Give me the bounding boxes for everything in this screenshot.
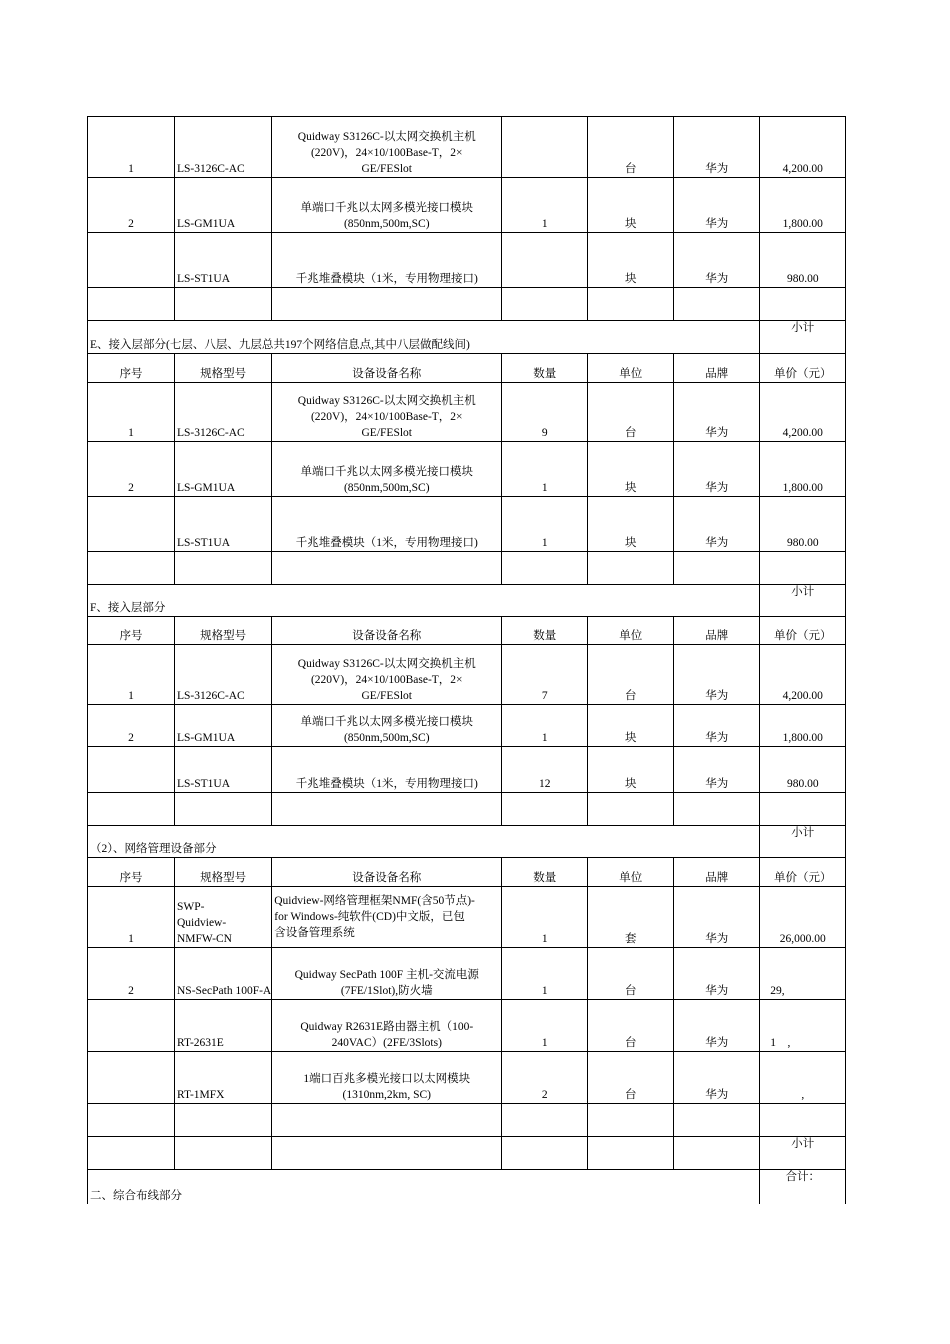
row-model: SWP- Quidview- NMFW-CN [175, 887, 272, 948]
row-model: LS-GM1UA [175, 178, 272, 233]
row-qty [502, 117, 588, 178]
row-name: 单端口千兆以太网多模光接口模块 (850nm,500m,SC) [272, 705, 502, 747]
section-title: （2）、网络管理设备部分 [88, 826, 760, 858]
row-qty: 1 [502, 1000, 588, 1052]
table-row [88, 383, 846, 442]
row-brand: 华为 [674, 1052, 760, 1104]
row-model: LS-ST1UA [175, 497, 272, 552]
row-qty: 1 [502, 887, 588, 948]
section-title: F、接入层部分 [88, 585, 760, 617]
table-row [88, 1052, 846, 1104]
row-model: LS-3126C-AC [175, 383, 272, 442]
row-price: 980.00 [760, 497, 846, 552]
row-name: 千兆堆叠模块（1米，专用物理接口) [272, 747, 502, 793]
header-name: 设备设备名称 [272, 858, 502, 887]
row-unit: 台 [588, 117, 674, 178]
row-qty: 1 [502, 948, 588, 1000]
header-row [88, 354, 846, 383]
table-row [88, 705, 846, 747]
row-brand: 华为 [674, 233, 760, 288]
row-no: 2 [88, 948, 175, 1000]
row-no: 1 [88, 645, 175, 705]
row-name: 1端口百兆多模光接口以太网模块 (1310nm,2km, SC) [272, 1052, 502, 1104]
header-no: 序号 [88, 617, 175, 645]
header-unit: 单位 [588, 617, 674, 645]
row-qty: 12 [502, 747, 588, 793]
row-name: Quidview-网络管理框架NMF(含50节点)- for Windows-纯软件(CD)中文版，已包 含设备管理系统 [272, 887, 502, 948]
row-unit: 块 [588, 178, 674, 233]
section-title-row [88, 826, 846, 858]
row-unit: 块 [588, 705, 674, 747]
row-qty: 1 [502, 497, 588, 552]
row-price: 1 , [760, 1000, 846, 1052]
row-unit: 台 [588, 948, 674, 1000]
footer-section-title: 二、综合布线部分 [88, 1170, 760, 1204]
row-qty: 2 [502, 1052, 588, 1104]
row-model: RT-1MFX [175, 1052, 272, 1104]
row-unit: 块 [588, 747, 674, 793]
row-model: LS-GM1UA [175, 442, 272, 497]
row-unit: 台 [588, 1000, 674, 1052]
row-name: 千兆堆叠模块（1米，专用物理接口) [272, 497, 502, 552]
row-price: 1,800.00 [760, 705, 846, 747]
header-qty: 数量 [502, 354, 588, 383]
row-price: 4,200.00 [760, 383, 846, 442]
subtotal-row [88, 1104, 846, 1137]
row-brand: 华为 [674, 747, 760, 793]
header-model: 规格型号 [175, 354, 272, 383]
row-brand: 华为 [674, 705, 760, 747]
row-no: 1 [88, 383, 175, 442]
row-no: 2 [88, 442, 175, 497]
row-model: LS-3126C-AC [175, 645, 272, 705]
table-row [88, 887, 846, 948]
row-qty: 1 [502, 705, 588, 747]
header-brand: 品牌 [674, 354, 760, 383]
header-price: 单价（元） [760, 354, 846, 383]
row-price: 4,200.00 [760, 117, 846, 178]
subtotal-row [88, 793, 846, 826]
table-row [88, 1000, 846, 1052]
row-unit: 台 [588, 645, 674, 705]
row-no [88, 747, 175, 793]
table-row [88, 645, 846, 705]
subtotal-row [88, 288, 846, 321]
header-model: 规格型号 [175, 858, 272, 887]
row-qty: 1 [502, 442, 588, 497]
section-title-row [88, 585, 846, 617]
table-row [88, 948, 846, 1000]
header-qty: 数量 [502, 617, 588, 645]
row-unit: 台 [588, 1052, 674, 1104]
row-name: Quidway S3126C-以太网交换机主机 (220V)，24×10/100Base-T，2× GE/FESlot [272, 117, 502, 178]
footer-title-row [88, 1170, 846, 1204]
row-model: NS-SecPath 100F-A [175, 948, 272, 1000]
header-brand: 品牌 [674, 617, 760, 645]
row-price: 4,200.00 [760, 645, 846, 705]
header-name: 设备设备名称 [272, 354, 502, 383]
header-row [88, 617, 846, 645]
row-model: LS-3126C-AC [175, 117, 272, 178]
row-unit: 块 [588, 233, 674, 288]
row-price: 1,800.00 [760, 442, 846, 497]
header-brand: 品牌 [674, 858, 760, 887]
subtotal-label: 小计 [791, 827, 815, 839]
section-title: E、接入层部分(七层、八层、九层总共197个网络信息点,其中八层做配线间) [88, 321, 760, 354]
table-row [88, 233, 846, 288]
header-no: 序号 [88, 354, 175, 383]
table-row [88, 442, 846, 497]
subtotal-label: 小计 [791, 1138, 815, 1150]
row-qty: 7 [502, 645, 588, 705]
row-price: 29, [760, 948, 846, 1000]
row-price: 980.00 [760, 747, 846, 793]
row-qty: 9 [502, 383, 588, 442]
row-name: Quidway R2631E路由器主机（100- 240VAC）(2FE/3Slots) [272, 1000, 502, 1052]
table-row [88, 178, 846, 233]
subtotal-row [88, 552, 846, 585]
row-unit: 块 [588, 497, 674, 552]
total-label: 合计： [785, 1171, 820, 1183]
row-brand: 华为 [674, 497, 760, 552]
row-no: 1 [88, 117, 175, 178]
row-price: 26,000.00 [760, 887, 846, 948]
row-brand: 华为 [674, 442, 760, 497]
row-price: 980.00 [760, 233, 846, 288]
subtotal-label: 小计 [791, 322, 815, 334]
header-name: 设备设备名称 [272, 617, 502, 645]
row-price: , [760, 1052, 846, 1104]
header-price: 单价（元） [760, 858, 846, 887]
table-row [88, 117, 846, 178]
row-brand: 华为 [674, 178, 760, 233]
header-no: 序号 [88, 858, 175, 887]
row-brand: 华为 [674, 383, 760, 442]
row-unit: 台 [588, 383, 674, 442]
row-unit: 块 [588, 442, 674, 497]
table-row [88, 747, 846, 793]
header-price: 单价（元） [760, 617, 846, 645]
row-brand: 华为 [674, 948, 760, 1000]
row-no: 1 [88, 887, 175, 948]
row-name: Quidway SecPath 100F 主机-交流电源 (7FE/1Slot),防火墙 [272, 948, 502, 1000]
row-price: 1,800.00 [760, 178, 846, 233]
row-no [88, 497, 175, 552]
row-name: Quidway S3126C-以太网交换机主机 (220V)，24×10/100Base-T，2× GE/FESlot [272, 383, 502, 442]
total-row [88, 1137, 846, 1170]
header-unit: 单位 [588, 858, 674, 887]
row-name: 单端口千兆以太网多模光接口模块 (850nm,500m,SC) [272, 442, 502, 497]
row-no: 2 [88, 178, 175, 233]
row-brand: 华为 [674, 887, 760, 948]
header-unit: 单位 [588, 354, 674, 383]
row-name: 单端口千兆以太网多模光接口模块 (850nm,500m,SC) [272, 178, 502, 233]
row-name: 千兆堆叠模块（1米，专用物理接口) [272, 233, 502, 288]
header-row [88, 858, 846, 887]
header-model: 规格型号 [175, 617, 272, 645]
row-no: 2 [88, 705, 175, 747]
row-model: LS-GM1UA [175, 705, 272, 747]
row-qty: 1 [502, 178, 588, 233]
header-qty: 数量 [502, 858, 588, 887]
row-model: RT-2631E [175, 1000, 272, 1052]
row-model: LS-ST1UA [175, 747, 272, 793]
row-brand: 华为 [674, 645, 760, 705]
row-qty [502, 233, 588, 288]
row-brand: 华为 [674, 117, 760, 178]
row-name: Quidway S3126C-以太网交换机主机 (220V)，24×10/100Base-T，2× GE/FESlot [272, 645, 502, 705]
row-model: LS-ST1UA [175, 233, 272, 288]
table-row [88, 497, 846, 552]
row-no [88, 1052, 175, 1104]
row-no [88, 1000, 175, 1052]
row-unit: 套 [588, 887, 674, 948]
subtotal-label: 小计 [791, 586, 815, 598]
row-brand: 华为 [674, 1000, 760, 1052]
equipment-price-table [87, 116, 846, 1204]
section-title-row [88, 321, 846, 354]
row-no [88, 233, 175, 288]
